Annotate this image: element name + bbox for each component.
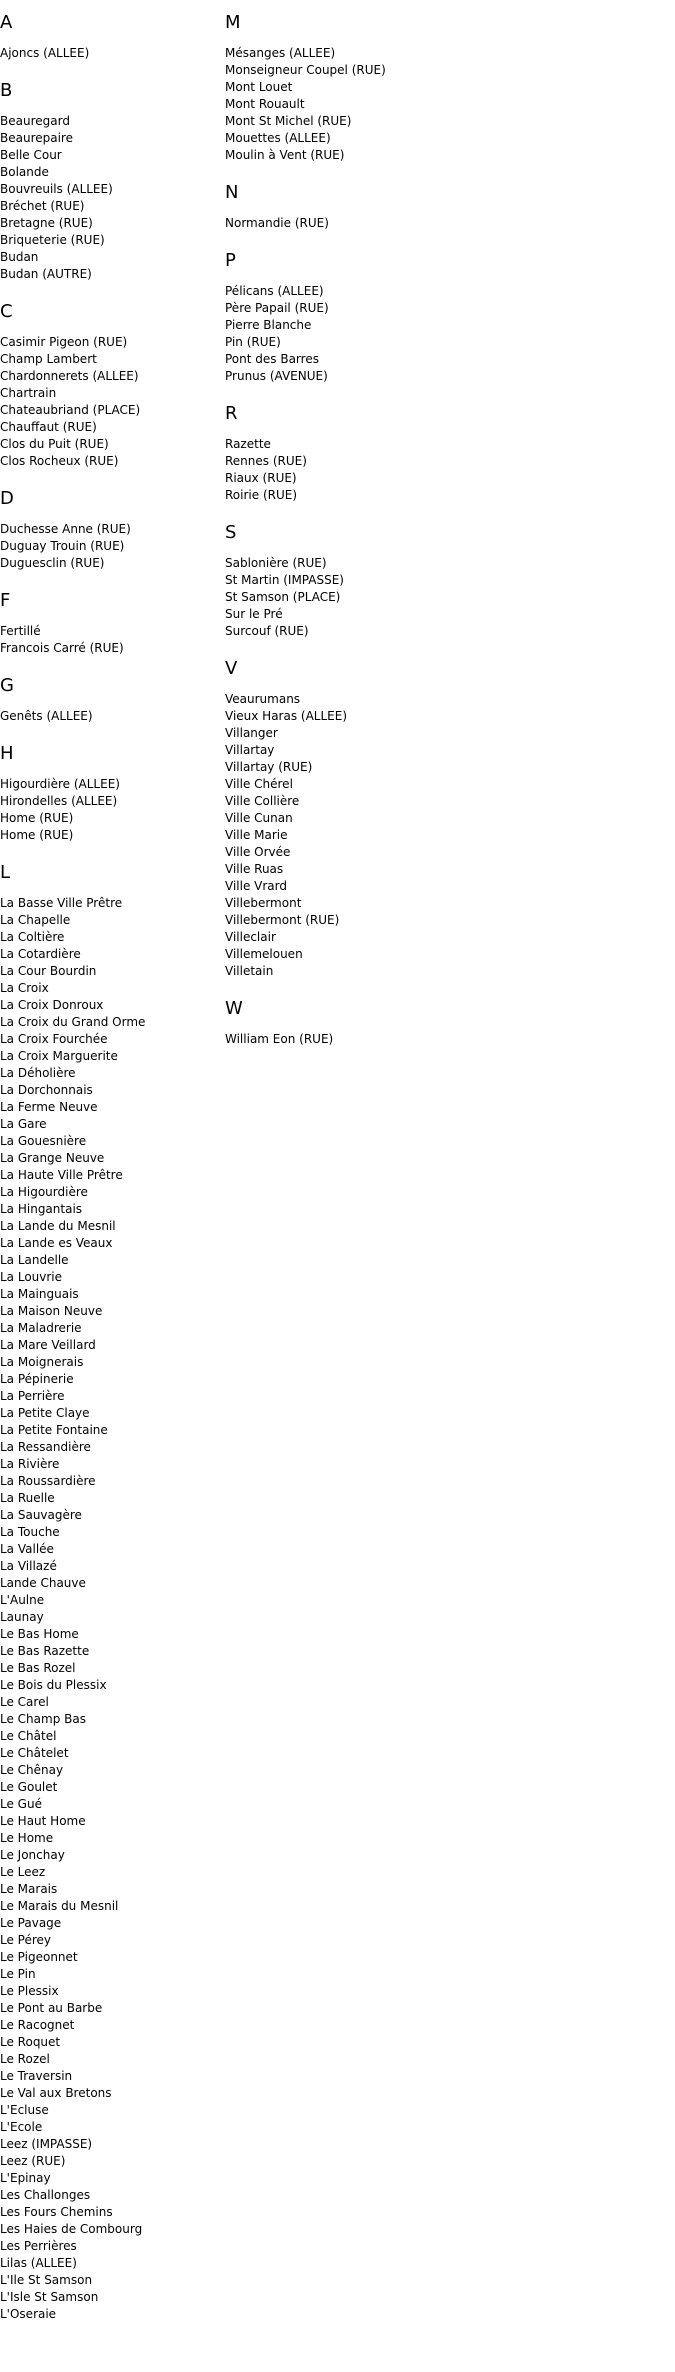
street-name: La Croix Marguerite bbox=[0, 1049, 118, 1063]
street-name: Veaurumans bbox=[225, 692, 301, 706]
street-name: La Maison Neuve bbox=[0, 1304, 103, 1318]
street-name: Le Châtel bbox=[0, 1729, 57, 1743]
street-name: La Cotardière bbox=[0, 947, 81, 961]
letter-section bbox=[0, 673, 225, 725]
street-name: La Petite Fontaine bbox=[0, 1423, 108, 1437]
street-name: Ville Marie bbox=[225, 828, 288, 842]
street-name: Moulin à Vent (RUE) bbox=[225, 148, 345, 162]
street-name: Chartrain bbox=[0, 386, 57, 400]
street-index-left-column bbox=[0, 10, 225, 2339]
letter-section bbox=[225, 401, 525, 504]
street-name: Le Carel bbox=[0, 1695, 49, 1709]
street-name: L'Epinay bbox=[0, 2171, 51, 2185]
street-name: Le Roquet bbox=[0, 2035, 61, 2049]
street-name: William Eon (RUE) bbox=[225, 1032, 334, 1046]
street-name: Le Haut Home bbox=[0, 1814, 86, 1828]
street-name: La Mare Veillard bbox=[0, 1338, 96, 1352]
street-name: La Gare bbox=[0, 1117, 47, 1131]
street-name: Chauffaut (RUE) bbox=[0, 420, 97, 434]
section-letter-heading: P bbox=[225, 250, 236, 271]
street-name: Lande Chauve bbox=[0, 1576, 86, 1590]
street-name: Champ Lambert bbox=[0, 352, 97, 366]
street-name: Mont Rouault bbox=[225, 97, 305, 111]
street-name: Le Châtelet bbox=[0, 1746, 69, 1760]
section-letter-heading: G bbox=[0, 675, 14, 696]
street-name: Leez (RUE) bbox=[0, 2154, 66, 2168]
street-name: Monseigneur Coupel (RUE) bbox=[225, 63, 386, 77]
street-name: Bréchet (RUE) bbox=[0, 199, 85, 213]
letter-section bbox=[0, 486, 225, 572]
street-name: Prunus (AVENUE) bbox=[225, 369, 328, 383]
street-name: Le Champ Bas bbox=[0, 1712, 86, 1726]
section-letter-heading: B bbox=[0, 80, 13, 101]
street-name: Roirie (RUE) bbox=[225, 488, 298, 502]
street-name: La Chapelle bbox=[0, 913, 71, 927]
street-name: Ville Collière bbox=[225, 794, 300, 808]
street-name: La Mainguais bbox=[0, 1287, 79, 1301]
section-letter-heading: D bbox=[0, 488, 14, 509]
street-name: La Grange Neuve bbox=[0, 1151, 105, 1165]
street-name: Le Marais bbox=[0, 1882, 58, 1896]
street-name: Budan (AUTRE) bbox=[0, 267, 92, 281]
street-name: Chateaubriand (PLACE) bbox=[0, 403, 141, 417]
letter-section bbox=[0, 860, 225, 2323]
street-name: Higourdière (ALLEE) bbox=[0, 777, 120, 791]
street-name: Mouettes (ALLEE) bbox=[225, 131, 331, 145]
street-name: L'Oseraie bbox=[0, 2307, 57, 2321]
section-letter-heading: F bbox=[0, 590, 11, 611]
street-name: La Touche bbox=[0, 1525, 60, 1539]
street-name: Le Jonchay bbox=[0, 1848, 65, 1862]
street-name: St Samson (PLACE) bbox=[225, 590, 341, 604]
street-name: Villartay (RUE) bbox=[225, 760, 313, 774]
street-name: Villebermont (RUE) bbox=[225, 913, 340, 927]
street-name: Clos Rocheux (RUE) bbox=[0, 454, 119, 468]
street-name: Les Fours Chemins bbox=[0, 2205, 113, 2219]
street-name: Les Challonges bbox=[0, 2188, 91, 2202]
street-name: La Haute Ville Prêtre bbox=[0, 1168, 123, 1182]
street-name: Villemelouen bbox=[225, 947, 303, 961]
street-name: Mésanges (ALLEE) bbox=[225, 46, 336, 60]
letter-section bbox=[225, 996, 525, 1048]
street-name: Mont Louet bbox=[225, 80, 293, 94]
street-name: Ville Orvée bbox=[225, 845, 291, 859]
street-name: Ville Cunan bbox=[225, 811, 293, 825]
street-name: Le Pin bbox=[0, 1967, 36, 1981]
street-name: Clos du Puit (RUE) bbox=[0, 437, 109, 451]
street-name: Hirondelles (ALLEE) bbox=[0, 794, 118, 808]
street-name: Le Chênay bbox=[0, 1763, 64, 1777]
street-name: Riaux (RUE) bbox=[225, 471, 297, 485]
section-letter-heading: R bbox=[225, 403, 238, 424]
street-name: Lilas (ALLEE) bbox=[0, 2256, 77, 2270]
street-name: Bolande bbox=[0, 165, 49, 179]
street-name: Le Plessix bbox=[0, 1984, 59, 1998]
street-name: Les Haies de Combourg bbox=[0, 2222, 143, 2236]
street-name: Le Bas Razette bbox=[0, 1644, 90, 1658]
street-name: Le Leez bbox=[0, 1865, 46, 1879]
street-name: La Landelle bbox=[0, 1253, 69, 1267]
street-name: Fertillé bbox=[0, 624, 41, 638]
street-name: La Villazé bbox=[0, 1559, 57, 1573]
street-name: Genêts (ALLEE) bbox=[0, 709, 93, 723]
street-name: Beauregard bbox=[0, 114, 70, 128]
street-name: Duchesse Anne (RUE) bbox=[0, 522, 131, 536]
street-name: L'Aulne bbox=[0, 1593, 45, 1607]
street-name: Le Pavage bbox=[0, 1916, 62, 1930]
section-letter-heading: A bbox=[0, 12, 13, 33]
street-name: La Higourdière bbox=[0, 1185, 88, 1199]
street-name: Le Rozel bbox=[0, 2052, 50, 2066]
street-name: Sablonière (RUE) bbox=[225, 556, 327, 570]
street-name: La Pépinerie bbox=[0, 1372, 74, 1386]
street-name: Le Gué bbox=[0, 1797, 42, 1811]
street-name: La Moignerais bbox=[0, 1355, 84, 1369]
street-name: Ville Chérel bbox=[225, 777, 293, 791]
street-name: Briqueterie (RUE) bbox=[0, 233, 105, 247]
street-name: Chardonnerets (ALLEE) bbox=[0, 369, 139, 383]
street-name: La Ferme Neuve bbox=[0, 1100, 98, 1114]
letter-section bbox=[225, 180, 525, 232]
section-letter-heading: S bbox=[225, 522, 237, 543]
street-name: Francois Carré (RUE) bbox=[0, 641, 124, 655]
street-name: La Basse Ville Prêtre bbox=[0, 896, 123, 910]
letter-section bbox=[225, 656, 525, 980]
street-name: Budan bbox=[0, 250, 39, 264]
street-name: Pélicans (ALLEE) bbox=[225, 284, 324, 298]
street-name: La Croix bbox=[0, 981, 49, 995]
letter-section bbox=[0, 10, 225, 62]
street-name: La Petite Claye bbox=[0, 1406, 90, 1420]
street-name: Le Traversin bbox=[0, 2069, 73, 2083]
street-name: La Déholière bbox=[0, 1066, 76, 1080]
street-name: Le Pont au Barbe bbox=[0, 2001, 103, 2015]
street-name: Beaurepaire bbox=[0, 131, 73, 145]
street-name: La Croix du Grand Orme bbox=[0, 1015, 146, 1029]
section-letter-heading: N bbox=[225, 182, 239, 203]
street-name: Bouvreuils (ALLEE) bbox=[0, 182, 113, 196]
section-letter-heading: C bbox=[0, 301, 13, 322]
street-name: La Dorchonnais bbox=[0, 1083, 93, 1097]
street-name: La Sauvagère bbox=[0, 1508, 82, 1522]
street-name: Père Papail (RUE) bbox=[225, 301, 329, 315]
letter-section bbox=[225, 10, 525, 164]
street-name: Sur le Pré bbox=[225, 607, 283, 621]
letter-section bbox=[225, 520, 525, 640]
street-name: Razette bbox=[225, 437, 271, 451]
street-name: Le Bois du Plessix bbox=[0, 1678, 107, 1692]
section-letter-heading: L bbox=[0, 862, 11, 883]
street-name: La Croix Donroux bbox=[0, 998, 104, 1012]
street-name: Villanger bbox=[225, 726, 278, 740]
street-name: La Lande es Veaux bbox=[0, 1236, 113, 1250]
street-name: Leez (IMPASSE) bbox=[0, 2137, 93, 2151]
street-name: Ville Vrard bbox=[225, 879, 287, 893]
street-name: Ville Ruas bbox=[225, 862, 284, 876]
street-index-right-column bbox=[225, 10, 525, 1064]
street-name: Duguesclin (RUE) bbox=[0, 556, 105, 570]
street-name: Le Pérey bbox=[0, 1933, 52, 1947]
street-name: Home (RUE) bbox=[0, 811, 74, 825]
street-name: Le Bas Rozel bbox=[0, 1661, 76, 1675]
street-name: Belle Cour bbox=[0, 148, 62, 162]
letter-section bbox=[0, 588, 225, 657]
street-name: Launay bbox=[0, 1610, 44, 1624]
street-name: Bretagne (RUE) bbox=[0, 216, 93, 230]
street-name: Pont des Barres bbox=[225, 352, 319, 366]
section-letter-heading: M bbox=[225, 12, 241, 33]
street-name: Vieux Haras (ALLEE) bbox=[225, 709, 348, 723]
street-name: Duguay Trouin (RUE) bbox=[0, 539, 125, 553]
street-name: La Cour Bourdin bbox=[0, 964, 97, 978]
street-name: Les Perrières bbox=[0, 2239, 77, 2253]
street-name: Mont St Michel (RUE) bbox=[225, 114, 352, 128]
letter-section bbox=[0, 741, 225, 844]
street-name: L'Isle St Samson bbox=[0, 2290, 99, 2304]
street-name: La Coltière bbox=[0, 930, 65, 944]
street-name: Villebermont bbox=[225, 896, 302, 910]
letter-section bbox=[0, 78, 225, 283]
street-name: La Roussardière bbox=[0, 1474, 96, 1488]
letter-section bbox=[225, 248, 525, 385]
street-name: La Maladrerie bbox=[0, 1321, 82, 1335]
street-name: Home (RUE) bbox=[0, 828, 74, 842]
street-name: La Ruelle bbox=[0, 1491, 55, 1505]
street-name: La Croix Fourchée bbox=[0, 1032, 108, 1046]
street-name: Rennes (RUE) bbox=[225, 454, 307, 468]
street-name: La Ressandière bbox=[0, 1440, 91, 1454]
street-name: L'Ecluse bbox=[0, 2103, 49, 2117]
street-name: La Louvrie bbox=[0, 1270, 63, 1284]
street-name: Surcouf (RUE) bbox=[225, 624, 309, 638]
street-name: Pin (RUE) bbox=[225, 335, 281, 349]
street-name: Villeclair bbox=[225, 930, 276, 944]
street-name: La Lande du Mesnil bbox=[0, 1219, 116, 1233]
street-name: La Gouesnière bbox=[0, 1134, 87, 1148]
street-name: L'Ile St Samson bbox=[0, 2273, 93, 2287]
street-name: Villartay bbox=[225, 743, 275, 757]
letter-section bbox=[0, 299, 225, 470]
section-letter-heading: V bbox=[225, 658, 238, 679]
street-name: La Hingantais bbox=[0, 1202, 83, 1216]
street-name: St Martin (IMPASSE) bbox=[225, 573, 344, 587]
street-name: Normandie (RUE) bbox=[225, 216, 329, 230]
section-letter-heading: W bbox=[225, 998, 243, 1019]
street-name: Le Bas Home bbox=[0, 1627, 79, 1641]
street-name: La Vallée bbox=[0, 1542, 54, 1556]
street-name: La Rivière bbox=[0, 1457, 60, 1471]
street-name: L'Ecole bbox=[0, 2120, 43, 2134]
street-name: Casimir Pigeon (RUE) bbox=[0, 335, 128, 349]
street-name: Pierre Blanche bbox=[225, 318, 312, 332]
street-name: Ajoncs (ALLEE) bbox=[0, 46, 90, 60]
street-name: Le Goulet bbox=[0, 1780, 58, 1794]
section-letter-heading: H bbox=[0, 743, 14, 764]
street-name: Le Home bbox=[0, 1831, 54, 1845]
street-name: Le Val aux Bretons bbox=[0, 2086, 112, 2100]
street-name: Le Racognet bbox=[0, 2018, 75, 2032]
street-name: Le Pigeonnet bbox=[0, 1950, 78, 1964]
street-name: Villetain bbox=[225, 964, 274, 978]
street-name: La Perrière bbox=[0, 1389, 65, 1403]
street-name: Le Marais du Mesnil bbox=[0, 1899, 119, 1913]
